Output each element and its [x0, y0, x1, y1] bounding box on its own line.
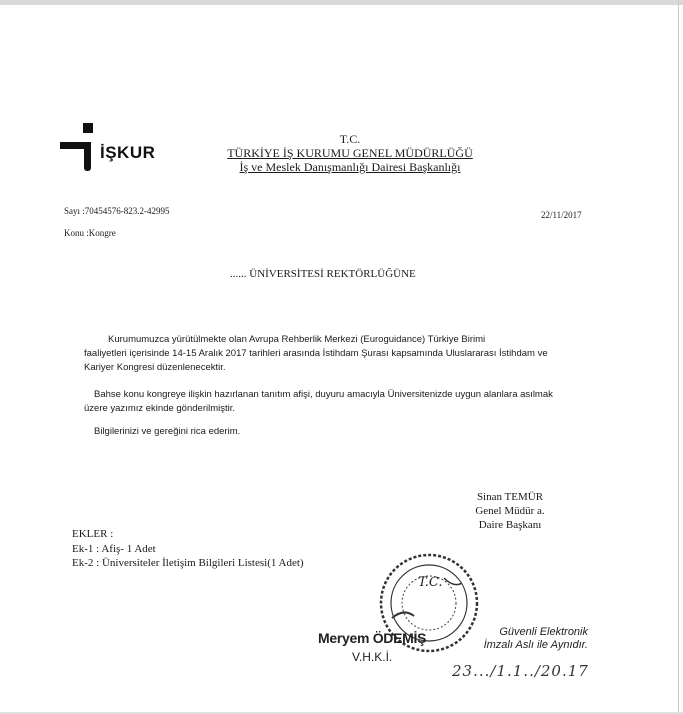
iskur-logo	[60, 123, 180, 171]
attachment-item: Ek-2 : Üniversiteler İletişim Bilgileri Listesi(1 Adet)	[72, 557, 304, 569]
seal-text: T.C.	[418, 575, 443, 590]
recipient-line: ...... ÜNİVERSİTESİ REKTÖRLÜĞÜNE	[230, 268, 416, 280]
department-name: İş ve Meslek Danışmanlığı Dairesi Başkanlığı	[239, 160, 461, 174]
logo-stem-icon	[84, 142, 91, 171]
paragraph-line: Bahse konu kongreye ilişkin hazırlanan tanıtım afişi, duyuru amacıyla Üniversitenizde uygun alanlara asılmak	[94, 389, 553, 400]
document-date: 22/11/2017	[541, 210, 582, 220]
body-paragraph-3: Bilgilerinizi ve gereğini rica ederim.	[94, 426, 241, 437]
paragraph-line: Kariyer Kongresi düzenlenecektir.	[84, 362, 226, 373]
body-paragraph-1	[84, 333, 589, 375]
attachment-item: Ek-1 : Afiş- 1 Adet	[72, 543, 156, 555]
body-paragraph-2	[84, 388, 589, 416]
signatory-name: Sinan TEMÜR	[476, 491, 544, 503]
document-subject: Konu :Kongre	[64, 228, 116, 238]
country-label: T.C.	[339, 132, 361, 146]
logo-text: İŞKUR	[100, 143, 156, 162]
paragraph-line: üzere yazımız ekinde gönderilmiştir.	[84, 403, 236, 414]
certifier-name: Meryem ÖDEMİŞ	[318, 630, 427, 646]
logo-dot-icon	[83, 123, 93, 133]
letterhead	[220, 132, 480, 174]
signature-block	[440, 490, 580, 532]
certification-line: İmzalı Aslı ile Aynıdır.	[483, 639, 588, 651]
organization-name: TÜRKİYE İŞ KURUMU GENEL MÜDÜRLÜĞÜ	[227, 146, 473, 160]
signatory-title: Genel Müdür a.	[475, 505, 545, 517]
scan-top-border	[0, 0, 683, 5]
certification-stamp	[448, 626, 588, 652]
paragraph-line: faaliyetleri içerisinde 14-15 Aralık 2017 tarihleri arasında İstihdam Şurası kapsamında Uluslararası İstihdam ve	[84, 348, 548, 359]
certifier-role: V.H.K.İ.	[352, 650, 393, 664]
document-number: Sayı :70454576-823.2-42995	[64, 206, 170, 216]
certification-line: Güvenli Elektronik	[499, 626, 588, 638]
attachments-heading: EKLER :	[72, 528, 114, 540]
signatory-unit: Daire Başkanı	[478, 519, 542, 531]
handwritten-date: 23.../1.1../20.17	[452, 662, 589, 680]
scan-right-border	[678, 0, 679, 714]
paragraph-line: Kurumumuzca yürütülmekte olan Avrupa Rehberlik Merkezi (Euroguidance) Türkiye Birimi	[108, 334, 486, 345]
